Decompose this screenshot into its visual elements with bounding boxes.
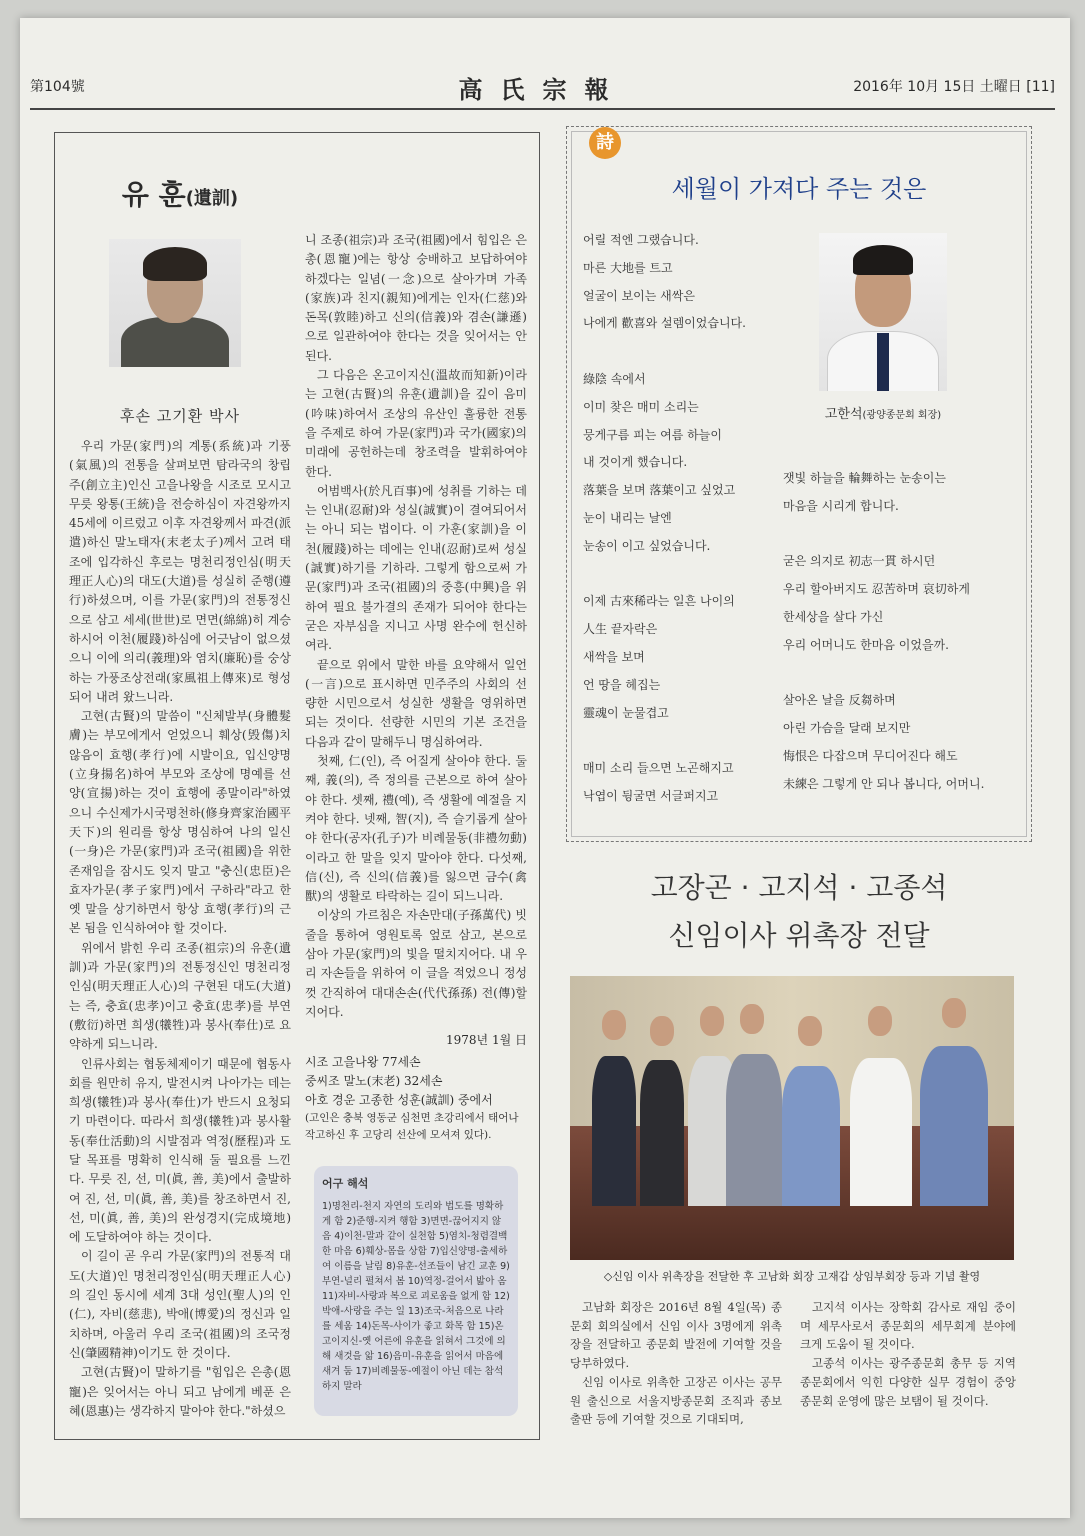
poem-line: 이제 古來稀라는 일흔 나이의 [583,594,735,609]
photo-person [850,1058,912,1206]
news-headline-1: 고장곤 · 고지석 · 고종석 [650,871,948,904]
paragraph: 고종석 이사는 광주종문회 총무 등 지역종문회에서 익힌 다양한 실무 경험이 중앙종문회 운영에 많은 보탬이 될 것이다. [800,1356,1016,1408]
paragraph: 위에서 밝힌 우리 조종(祖宗)의 유훈(遺訓)과 가문(家門)의 전통정신인 명천리정인심(明天理正人心)의 구현된 대도(大道)는 즉, 충효(忠孝)이고 충효(忠孝)를 부연(敷衍)하면 희생(犧牲)과 봉사(奉仕)로 요약하게 되느니라. [69,940,291,1052]
photo-head [700,1006,724,1036]
poem-badge: 詩 [589,127,621,159]
paragraph: 끝으로 위에서 말한 바를 요약해서 일언(一言)으로 표시하면 민주주의 사회의 선량한 시민으로서 성실한 생활을 영위하면 되는 것이다. 선량한 시민의 기본 조건을 다음과 같이 말해두니 명심하여라. [305,657,527,749]
poem-line: 새싹을 보며 [583,649,645,664]
news-column-a [570,1298,782,1429]
poem-line: 人生 끝자락은 [583,622,658,637]
paragraph: 어범백사(於凡百事)에 성취를 기하는 데는 인내(忍耐)와 성실(誠實)이 결여되어서는 아니 되는 법이다. 이 가훈(家訓)을 이천(履踐)하는 데에는 인내(忍耐)로써 성실(誠實)하기를 기하라. 그렇게 함으로써 가문(家門)과 조국(祖國)의 중흥(中興)을 위하여 필요 불가결의 존재가 되어야 한다는 굳은 자부심을 지니고 사명 완수에 헌신하여라. [305,483,527,653]
poet-name: 고한석 [824,407,863,422]
photo-head [798,1016,822,1046]
signature-line: 아호 경운 고종한 성훈(誠訓) 중에서 [305,1093,493,1107]
article-title-main: 유 훈 [121,178,186,211]
portrait-body [121,317,229,367]
signature-line: 중씨조 말노(末老) 32세손 [305,1074,443,1088]
poem-line: 눈이 내리는 날엔 [583,510,672,525]
portrait-tie [877,333,889,391]
portrait-hair [853,245,913,275]
poem-line: 얼굴이 보이는 새싹은 [583,288,695,303]
poem-line: 아린 가슴을 달래 보지만 [783,721,911,736]
issue-number: 第104號 [30,79,85,95]
poem-line: 이미 찾은 매미 소리는 [583,399,699,414]
paragraph: 첫째, 仁(인), 즉 어질게 살아야 한다. 둘째, 義(의), 즉 정의를 근본으로 하여 살아야 한다. 셋째, 禮(예), 즉 생활에 예절을 지켜야 한다. 넷째, 智(지), 즉 슬기롭게 살아야 한다(공자(孔子)가 비례물동(非禮勿動)이라고 한 말을 잊지 말아야 한다. 다섯째, 信(신), 즉 신의(信義)를 잃으면 금수(禽獸)의 생활로 타락하는 길이 되느니라. [305,754,527,904]
paragraph: 이상의 가르침은 자손만대(子孫萬代) 빗줄을 통하여 영원토록 엎로 삼고, 본으로 삼아 가문(家門)의 빛을 떨치지어다. 내 우리 자손들을 위하여 이 글을 적었으니 정성껏 간직하여 대대손손(代代孫孫) 전(傳)할 지어다. [305,908,527,1019]
photo-person [726,1054,782,1206]
photo-person [592,1056,636,1206]
paragraph: 고현(古賢)이 말하기를 "힘입은 은총(恩寵)은 잊어서는 아니 되고 남에게 베푼 은혜(恩惠)는 생각하지 말아야 한다."하셨으 [69,1365,291,1418]
glossary-text: 1)명천리-천지 자연의 도리와 법도를 명확하게 함 2)준행-지켜 행함 3)면면-끊어지지 않음 4)이천-말과 같이 실천함 5)염치-청렴결백한 마음 6)훼상-몸을 상함 7)입신양명-출세하여 이름을 날림 8)유훈-선조들이 남긴 교훈 9)부연-널리 펼쳐서 봄 10)역정-걸어서 밟아 옴 11)자비-사랑과 복으로 괴로움을 없게 함 12)박애-사랑을 주는 일 13)조국-처음으로 나라를 세움 14)돈목-사이가 좋고 화목 함 15)온고이지신-옛 어른에 유훈을 읽혀서 그것에 의해 새것을 앎 16)음미-유훈을 읽어서 마음에 새겨 둠 17)비례물동-예절이 아닌 데는 참석하지 말라 [322,1201,510,1392]
glossary-box [314,1166,518,1416]
article-title-hanja: (遺訓) [185,188,239,209]
photo-head [868,1006,892,1036]
poem-line: 綠陰 속에서 [583,371,646,386]
photo-caption: ◇신임 이사 위촉장을 전달한 후 고남화 회장 고재갑 상임부회장 등과 기념 촬영 [603,1270,981,1283]
poem-line: 마른 大地를 트고 [583,260,673,275]
poem-title: 세월이 가져다 주는 것은 [671,175,927,203]
poem-line: 나에게 歡喜와 설렘이었습니다. [583,316,746,331]
poet-caption [797,403,969,422]
paragraph: 고현(古賢)의 말씀이 "신체발부(身體髮膚)는 부모에게서 얻었으니 훼상(毁傷)치 않음이 효행(孝行)에 시발이요, 입신양명(立身揚名)하여 부모와 조상에 명예를 선양(宣揚)하는 것이 효행에 종말이라"하였으니 수신제가시국평천하(修身齊家治國平天下)의 원리를 항상 명심하여 나의 일신(一身)은 가문(家門)과 조국(祖國)을 위한 존재임을 잠시도 잊지 말고 "충신(忠臣)은 효자가문(孝子家門)에서 구하라"라고 한 옛 말을 상기하면서 항상 효행(孝行)의 근본 됨을 인식하여야 할 것이다. [69,709,291,936]
poem-line: 한세상을 살다 가신 [783,609,884,624]
photo-person [782,1066,840,1206]
paragraph: 인류사회는 협동체제이기 때문에 협동사회를 원만히 유지, 발전시켜 나아가는 데는 희생(犧牲)과 봉사(奉仕)가 반드시 요청되기 마련이다. 따라서 희생(犧牲)과 봉사활동(奉仕活動)의 시발점과 역정(歷程)과 도달 목표를 명확히 인식해 둘 필요를 느낀다. 무릇 진, 선, 미(眞, 善, 美)에서 출발하여 진, 선, 미(眞, 善, 美)를 창조하면서 진, 선, 미(眞, 善, 美)의 완성경지(完成境地)에 도달하여야 하는 것이다. [69,1056,291,1245]
poem-line: 落葉을 보며 落葉이고 싶었고 [583,483,736,498]
poem-line: 낙엽이 뒹굴면 서글퍼지고 [583,788,719,803]
date-line: 1978년 1월 日 [446,1033,527,1047]
photo-head [602,1010,626,1040]
header-rule [30,108,1055,110]
poem-line: 언 땅을 헤집는 [583,677,661,692]
poet-portrait [819,233,947,391]
signature-line: 시조 고을나왕 77세손 [305,1055,421,1069]
paragraph: 고지석 이사는 장학회 감사로 재임 중이며 세무사로서 종문회의 세무회계 분야에 크게 도움이 될 것이다. [800,1300,1016,1352]
signature-block [305,1053,527,1144]
poem-line: 어릴 적엔 그랬습니다. [583,233,699,247]
issue-date: 2016年 10月 15日 土曜日 [11] [853,79,1055,95]
group-photo [570,976,1014,1260]
photo-person [920,1046,988,1206]
poem-box [566,126,1032,842]
poem-line: 悔恨은 다잡으며 무디어진다 해도 [783,748,958,763]
masthead [30,52,1055,112]
signature-note: (고인은 충북 영동군 심천면 초강리에서 태어나 작고하신 후 고당리 선산에 모셔져 있다). [305,1112,519,1141]
photo-head [740,1004,764,1034]
paragraph: 신임 이사로 위촉한 고장곤 이사는 공무원 출신으로 서울지방종문회 조직과 종보 출판 등에 기여할 것으로 기대되며, [570,1374,782,1427]
poem-line: 잿빛 하늘을 輪舞하는 눈송이는 [783,471,946,485]
paragraph: 우리 가문(家門)의 계통(系統)과 기풍(氣風)의 전통을 살펴보면 탐라국의 창립주(創立主)인신 고을나왕을 시조로 모시고 무릇 왕통(王統)을 전승하심이 자견왕까지 45세에 이르렀고 이후 자견왕께서 파견(派遣)하신 말노태자(末老太子)께서 고려 태조에 입각하신 후로는 명천리정인심(明天理正人心)의 대도(大道)를 성실히 준행(遵行)하셨으며, 이를 가문(家門)의 전통정신으로 삼고 세세(世世)로 면면(綿綿)히 계승하시어 이천(履踐)하심에 어긋남이 없으셨으니 이에 의리(義理)와 염치(廉恥)를 숭상하는 가풍조상전래(家風祖上傳來)로 형성되어 내려 왔느니라. [69,439,291,704]
poem-right-column [783,465,1023,799]
poem-left-column [583,227,783,811]
portrait-hair [143,247,207,281]
paragraph: 이 길이 곧 우리 가문(家門)의 전통적 대도(大道)인 명천리정인심(明天理正人心)의 길인 동시에 세계 3대 성인(聖人)의 인(仁), 자비(慈悲), 박애(博愛)의 정신과 일치하며, 아울러 우리 조국(祖國)의 조국정신(肇國精神)이기도 한 것이다. [69,1249,291,1360]
poem-line: 굳은 의지로 初志一貫 하시던 [783,554,936,569]
photo-person [640,1060,684,1206]
poem-line: 未練은 그렇게 안 되나 봅니다, 어머니. [783,776,985,791]
poem-line: 우리 어머니도 한마음 이었을까. [783,637,949,652]
photo-head [650,1016,674,1046]
article-column-b [305,231,527,1022]
poem-line: 靈魂이 눈물겹고 [583,705,669,720]
news-headline-2: 신임이사 위촉장 전달 [668,919,930,952]
paragraph: 그 다음은 온고이지신(溫故而知新)이라는 고현(古賢)의 유훈(遺訓)을 깊이 음미(吟味)하여서 조상의 유산인 훌륭한 전통을 주제로 하여 가문(家門)과 국가(國家)의 미래에 공헌하는데 창조력을 발휘하여야 한다. [305,368,527,479]
paragraph: 니 조종(祖宗)과 조국(祖國)에서 힘입은 은총(恩寵)에는 항상 숭배하고 보답하여야 하겠다는 일념(一念)으로 살아가며 가족(家族)과 친지(親知)에게는 인자(仁慈)와 돈목(敦睦)하고 신의(信義)와 겸손(謙遜)으로 일관하여야 한다는 것을 잊어서는 안 된다. [305,233,527,363]
photo-head [942,998,966,1028]
poet-role: (광양종문회 회장) [862,410,942,421]
poem-line: 마음을 시리게 합니다. [783,498,899,513]
poem-line: 우리 할아버지도 忍苦하며 哀切하게 [783,582,970,597]
poem-line: 내 것이게 했습니다. [583,455,688,470]
author-caption: 후손 고기환 박사 [120,407,240,425]
poem-line: 눈송이 이고 싶었습니다. [583,538,711,553]
poem-line: 뭉게구름 피는 여름 하늘이 [583,427,722,442]
glossary-title: 어구 해석 [322,1177,369,1190]
poem-line: 매미 소리 들으면 노곤해지고 [583,761,734,776]
article-title [55,173,305,213]
paragraph: 고남화 회장은 2016년 8월 4일(목) 종문회 회의실에서 신임 이사 3명에게 위촉장을 전달하고 종문회 발전에 기여할 것을 당부하였다. [570,1300,782,1371]
article-column-a [69,437,291,1421]
news-column-b [800,1298,1016,1410]
newspaper-title: 高氏宗報 [458,75,627,104]
poem-line: 살아온 날을 反芻하며 [783,693,896,708]
author-portrait [109,239,241,367]
